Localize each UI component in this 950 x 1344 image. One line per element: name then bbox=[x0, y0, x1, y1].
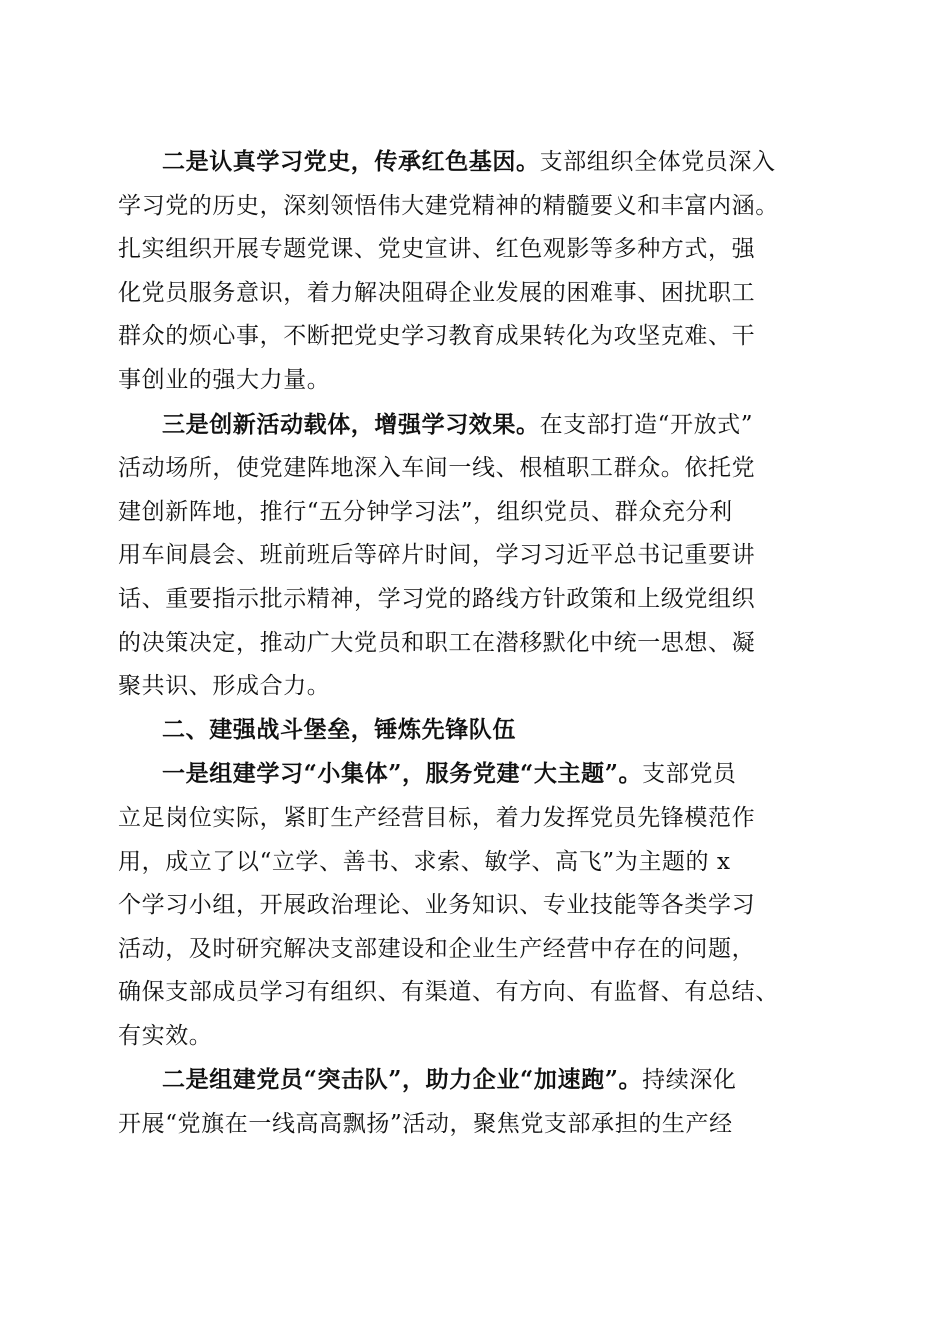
paragraph-line: 有实效。 bbox=[118, 1022, 213, 1049]
paragraph-line: 用，成立了以“立学、善书、求索、敏学、高飞”为主题的 x bbox=[118, 848, 731, 875]
paragraph-line: 事创业的强大力量。 bbox=[118, 366, 331, 393]
paragraph-lead: 二是认真学习党史，传承红色基因。 bbox=[162, 148, 540, 175]
paragraph-line bbox=[118, 140, 834, 185]
paragraph-line: 确保支部成员学习有组织、有渠道、有方向、有监督、有总结、 bbox=[118, 979, 779, 1006]
document-body bbox=[118, 140, 834, 1147]
paragraph-line bbox=[118, 752, 834, 797]
paragraph-innovate-activities bbox=[118, 403, 834, 709]
paragraph-line: 学习党的历史，深刻领悟伟大建党精神的精髓要义和丰富内涵。 bbox=[118, 192, 779, 219]
paragraph-commando-team bbox=[118, 1058, 834, 1146]
paragraph-line: 扎实组织开展专题党课、党史宣讲、红色观影等多种方式，强 bbox=[118, 236, 756, 263]
paragraph-line: 活动场所，使党建阵地深入车间一线、根植职工群众。依托党 bbox=[118, 455, 756, 482]
paragraph-lead: 三是创新活动载体，增强学习效果。 bbox=[162, 410, 540, 438]
paragraph-line: 用车间晨会、班前班后等碎片时间，学习习近平总书记重要讲 bbox=[118, 542, 756, 569]
paragraph-lead: 一是组建学习“小集体”，服务党建“大主题”。 bbox=[162, 760, 643, 788]
paragraph-party-history bbox=[118, 140, 834, 403]
paragraph-line: 个学习小组，开展政治理论、业务知识、专业技能等各类学习 bbox=[118, 892, 756, 919]
paragraph-text: 支部党员 bbox=[642, 761, 737, 788]
paragraph-line: 聚共识、形成合力。 bbox=[118, 673, 331, 700]
paragraph-line bbox=[118, 403, 834, 448]
paragraph-text: 持续深化 bbox=[642, 1067, 737, 1094]
paragraph-line: 建创新阵地，推行“五分钟学习法”，组织党员、群众充分利 bbox=[118, 498, 733, 525]
paragraph-line: 化党员服务意识，着力解决阻碍企业发展的困难事、困扰职工 bbox=[118, 279, 756, 306]
paragraph-line bbox=[118, 1058, 834, 1103]
paragraph-line: 活动，及时研究解决支部建设和企业生产经营中存在的问题， bbox=[118, 935, 756, 962]
paragraph-line: 的决策决定，推动广大党员和职工在潜移默化中统一思想、凝 bbox=[118, 629, 756, 656]
paragraph-line: 话、重要指示批示精神，学习党的路线方针政策和上级党组织 bbox=[118, 585, 756, 612]
paragraph-line: 立足岗位实际，紧盯生产经营目标，着力发挥党员先锋模范作 bbox=[118, 804, 756, 831]
paragraph-line: 群众的烦心事，不断把党史学习教育成果转化为攻坚克难、干 bbox=[118, 323, 756, 350]
paragraph-line: 开展“党旗在一线高高飘扬”活动，聚焦党支部承担的生产经 bbox=[118, 1111, 733, 1138]
paragraph-text: 在支部打造“开放式” bbox=[539, 411, 754, 438]
paragraph-lead: 二是组建党员“突击队”，助力企业“加速跑”。 bbox=[162, 1066, 643, 1094]
section-heading: 二、建强战斗堡垒，锤炼先锋队伍 bbox=[162, 716, 516, 743]
paragraph-study-group bbox=[118, 752, 834, 1058]
paragraph-text: 支部组织全体党员深入 bbox=[539, 149, 776, 175]
